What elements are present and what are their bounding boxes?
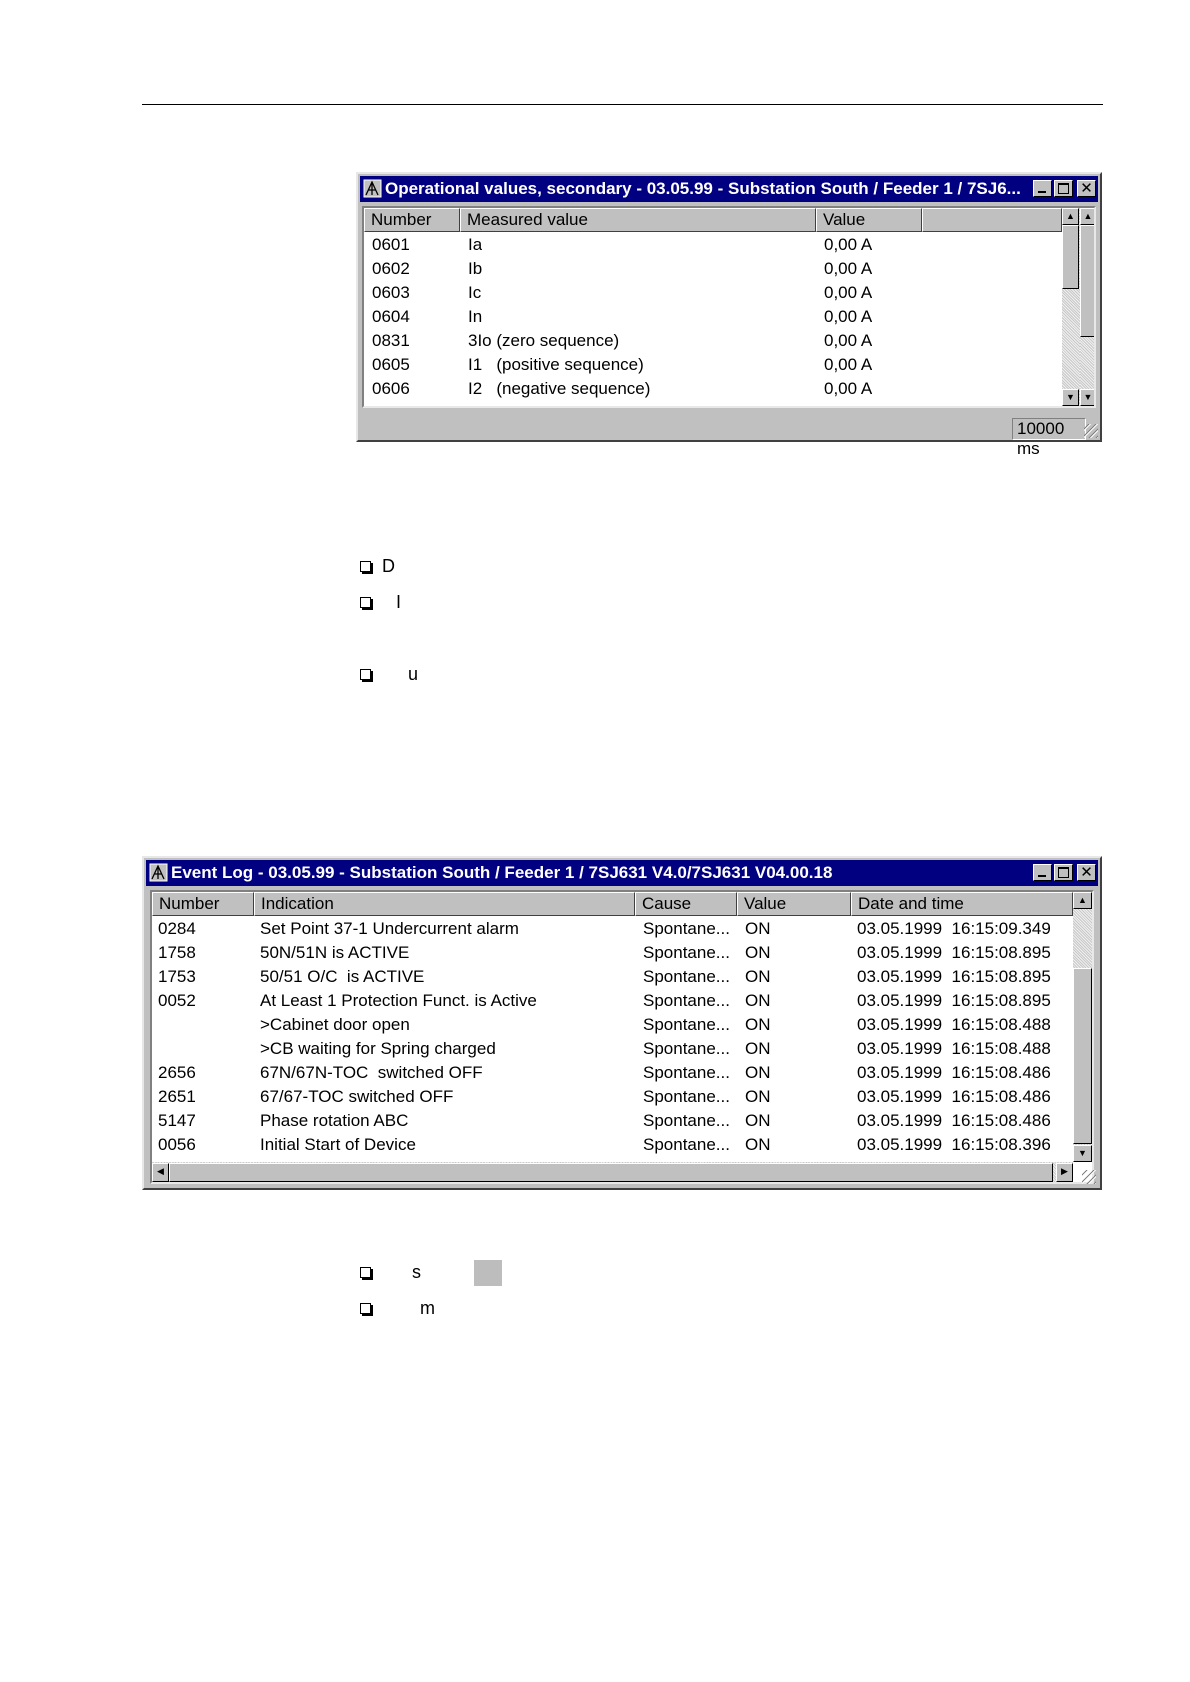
column-header-measured-value[interactable]: Measured value <box>460 208 816 232</box>
cell-datetime: 03.05.1999 16:15:08.486 <box>857 1111 1051 1130</box>
scroll-up-icon[interactable]: ▲ <box>1062 208 1079 225</box>
bullet-text: s <box>412 1262 421 1282</box>
cell-datetime: 03.05.1999 16:15:08.488 <box>857 1015 1051 1034</box>
cell-indication: 67N/67N-TOC switched OFF <box>260 1063 483 1082</box>
event-log-window <box>142 856 1102 1190</box>
cell-indication: Set Point 37-1 Undercurrent alarm <box>260 919 519 938</box>
column-header-value[interactable]: Value <box>737 892 851 916</box>
scroll-up-icon[interactable]: ▲ <box>1073 892 1092 909</box>
header-rule <box>142 104 1103 105</box>
minimize-icon[interactable] <box>1033 180 1052 197</box>
table-row[interactable] <box>152 1134 1092 1156</box>
minimize-icon[interactable] <box>1033 864 1052 881</box>
cell-datetime: 03.05.1999 16:15:08.486 <box>857 1087 1051 1106</box>
resize-grip-icon[interactable] <box>1084 424 1098 438</box>
cell-value: 0,00 A <box>824 235 873 254</box>
cell-measured: I2 (negative sequence) <box>468 379 651 398</box>
cell-cause: Spontane... <box>643 919 730 938</box>
cell-cause: Spontane... <box>643 1015 730 1034</box>
cell-value: ON <box>745 1063 771 1082</box>
event-log-title-bar[interactable] <box>146 860 1098 886</box>
scroll-up-icon[interactable]: ▲ <box>1080 208 1096 225</box>
maximize-icon[interactable] <box>1054 864 1073 881</box>
table-row[interactable] <box>152 990 1092 1012</box>
cell-number: 0831 <box>372 331 410 350</box>
table-row[interactable] <box>152 1014 1092 1036</box>
table-row[interactable] <box>364 378 1094 400</box>
cell-indication: 50/51 O/C is ACTIVE <box>260 967 425 986</box>
cell-cause: Spontane... <box>643 943 730 962</box>
refresh-interval-field: 10000 ms <box>1012 418 1086 440</box>
cell-cause: Spontane... <box>643 967 730 986</box>
cell-value: ON <box>745 1087 771 1106</box>
cell-indication: >CB waiting for Spring charged <box>260 1039 496 1058</box>
cell-value: ON <box>745 1135 771 1154</box>
cell-value: 0,00 A <box>824 307 873 326</box>
column-header-date-time[interactable]: Date and time <box>851 892 1073 916</box>
table-row[interactable] <box>364 258 1094 280</box>
cell-value: ON <box>745 943 771 962</box>
cell-measured: Ic <box>468 283 482 302</box>
close-icon[interactable]: ✕ <box>1077 180 1096 197</box>
cell-number: 2656 <box>158 1063 196 1082</box>
scroll-down-icon[interactable]: ▼ <box>1073 1145 1092 1162</box>
ov-scrollbar-1[interactable] <box>1062 208 1080 406</box>
event-log-list <box>150 890 1094 1184</box>
event-log-vscrollbar[interactable] <box>1073 892 1092 1162</box>
cell-datetime: 03.05.1999 16:15:09.349 <box>857 919 1051 938</box>
cell-indication: >Cabinet door open <box>260 1015 410 1034</box>
bullet-text: u <box>408 664 419 684</box>
cell-number: 0606 <box>372 379 410 398</box>
column-header-number[interactable]: Number <box>152 892 254 916</box>
scroll-down-icon[interactable]: ▼ <box>1080 389 1096 406</box>
table-row[interactable] <box>152 942 1092 964</box>
cell-measured: Ia <box>468 235 483 254</box>
cell-number: 0284 <box>158 919 196 938</box>
table-row[interactable] <box>152 1110 1092 1132</box>
bullet-text: I <box>396 592 402 612</box>
cell-number: 0052 <box>158 991 196 1010</box>
cell-measured: I1 (positive sequence) <box>468 355 644 374</box>
cell-indication: Phase rotation ABC <box>260 1111 409 1130</box>
cell-number: 1753 <box>158 967 196 986</box>
cell-number: 5147 <box>158 1111 196 1130</box>
cell-cause: Spontane... <box>643 1087 730 1106</box>
cell-number: 0604 <box>372 307 410 326</box>
cell-value: 0,00 A <box>824 379 873 398</box>
checkbox-icon <box>360 597 371 608</box>
scroll-thumb[interactable] <box>1062 225 1079 289</box>
cell-indication: Initial Start of Device <box>260 1135 416 1154</box>
cell-cause: Spontane... <box>643 1111 730 1130</box>
cell-number: 0603 <box>372 283 410 302</box>
cell-value: ON <box>745 1111 771 1130</box>
table-row[interactable] <box>364 330 1094 352</box>
cell-value: 0,00 A <box>824 259 873 278</box>
cell-datetime: 03.05.1999 16:15:08.486 <box>857 1063 1051 1082</box>
cell-value: ON <box>745 967 771 986</box>
cell-cause: Spontane... <box>643 1039 730 1058</box>
resize-grip-icon[interactable] <box>1082 1170 1096 1184</box>
cell-value: ON <box>745 1015 771 1034</box>
table-row[interactable] <box>364 354 1094 376</box>
cell-datetime: 03.05.1999 16:15:08.895 <box>857 967 1051 986</box>
cell-value: 0,00 A <box>824 283 873 302</box>
cell-value: ON <box>745 991 771 1010</box>
scroll-thumb[interactable] <box>1080 225 1096 337</box>
table-row[interactable] <box>364 234 1094 256</box>
cell-cause: Spontane... <box>643 1135 730 1154</box>
table-row[interactable] <box>152 918 1092 940</box>
app-icon <box>363 179 382 198</box>
operational-values-window <box>356 172 1102 458</box>
checkbox-icon <box>360 1267 371 1278</box>
cell-number: 2651 <box>158 1087 196 1106</box>
ov-scrollbar-2[interactable] <box>1080 208 1096 406</box>
cell-number: 0605 <box>372 355 410 374</box>
checkbox-icon <box>360 669 371 680</box>
cell-number: 0056 <box>158 1135 196 1154</box>
table-row[interactable] <box>364 282 1094 304</box>
cell-cause: Spontane... <box>643 991 730 1010</box>
scroll-right-icon[interactable]: ▶ <box>1056 1163 1073 1182</box>
event-log-hscrollbar[interactable] <box>152 1162 1073 1182</box>
cell-value: 0,00 A <box>824 331 873 350</box>
cell-number: 0601 <box>372 235 410 254</box>
column-header-number[interactable]: Number <box>364 208 460 232</box>
checkbox-icon <box>360 561 371 572</box>
scroll-left-icon[interactable]: ◀ <box>152 1163 169 1182</box>
cell-value: ON <box>745 1039 771 1058</box>
bullet-text: m <box>420 1298 435 1318</box>
cell-cause: Spontane... <box>643 1063 730 1082</box>
checkbox-icon <box>360 1303 371 1314</box>
cell-measured: Ib <box>468 259 483 278</box>
scroll-thumb[interactable] <box>169 1163 1053 1182</box>
cell-datetime: 03.05.1999 16:15:08.396 <box>857 1135 1051 1154</box>
cell-datetime: 03.05.1999 16:15:08.895 <box>857 991 1051 1010</box>
column-header-blank <box>922 208 1062 232</box>
table-row[interactable] <box>152 1038 1092 1060</box>
event-log-title: Event Log - 03.05.99 - Substation South / Feeder 1 / 7SJ631 V4.0/7SJ631 V04.00.18 <box>171 863 833 882</box>
gray-key-swatch <box>474 1260 502 1286</box>
cell-measured: In <box>468 307 483 326</box>
table-row[interactable] <box>364 306 1094 328</box>
ov-list <box>362 206 1096 408</box>
cell-value: ON <box>745 919 771 938</box>
cell-indication: 67/67-TOC switched OFF <box>260 1087 454 1106</box>
cell-indication: At Least 1 Protection Funct. is Active <box>260 991 537 1010</box>
table-row[interactable] <box>152 1086 1092 1108</box>
ov-title-bar[interactable] <box>360 176 1098 202</box>
cell-number: 1758 <box>158 943 196 962</box>
ov-title: Operational values, secondary - 03.05.99 - Substation South / Feeder 1 / 7SJ6... <box>385 179 1021 198</box>
column-header-value[interactable]: Value <box>816 208 922 232</box>
scroll-thumb[interactable] <box>1073 968 1092 1144</box>
cell-value: 0,00 A <box>824 355 873 374</box>
cell-datetime: 03.05.1999 16:15:08.488 <box>857 1039 1051 1058</box>
cell-indication: 50N/51N is ACTIVE <box>260 943 410 962</box>
table-row[interactable] <box>152 966 1092 988</box>
scroll-down-icon[interactable]: ▼ <box>1062 389 1079 406</box>
column-header-cause[interactable]: Cause <box>635 892 737 916</box>
table-row[interactable] <box>152 1062 1092 1084</box>
cell-datetime: 03.05.1999 16:15:08.895 <box>857 943 1051 962</box>
cell-number: 0602 <box>372 259 410 278</box>
app-icon <box>149 863 168 882</box>
bullet-text: D <box>382 556 395 576</box>
maximize-icon[interactable] <box>1054 180 1073 197</box>
cell-measured: 3Io (zero sequence) <box>468 331 620 350</box>
close-icon[interactable]: ✕ <box>1077 864 1096 881</box>
column-header-indication[interactable]: Indication <box>254 892 635 916</box>
